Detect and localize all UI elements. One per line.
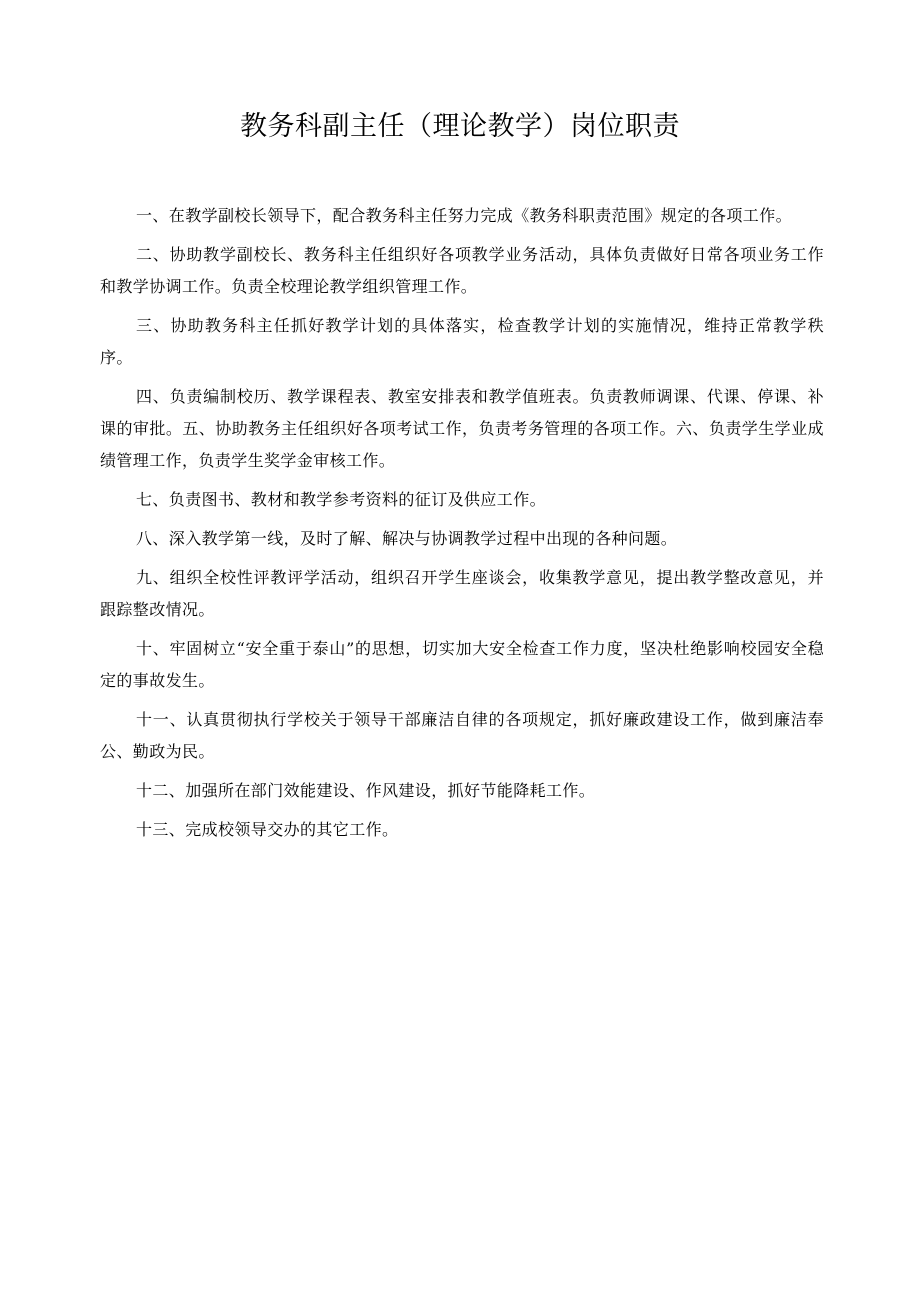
duty-item-2: 二、协助教学副校长、教务科主任组织好各项教学业务活动，具体负责做好日常各项业务工作和教学协调工作。负责全校理论教学组织管理工作。 (100, 245, 824, 296)
duty-item-4-6: 四、负责编制校历、教学课程表、教室安排表和教学值班表。负责教师调课、代课、停课、补课的审批。五、协助教务主任组织好各项考试工作，负责考务管理的各项工作。六、负责学生学业成绩管理工作，负责学生奖学金审核工作。 (100, 387, 824, 470)
document-title: 教务科副主任（理论教学）岗位职责 (240, 111, 680, 142)
duty-item-1: 一、在教学副校长领导下，配合教务科主任努力完成《教务科职责范围》规定的各项工作。 (136, 206, 793, 225)
duty-item-9: 九、组织全校性评教评学活动，组织召开学生座谈会，收集教学意见，提出教学整改意见，并跟踪整改情况。 (100, 568, 824, 619)
duty-item-7: 七、负责图书、教材和教学参考资料的征订及供应工作。 (136, 490, 547, 509)
duty-item-8: 八、深入教学第一线，及时了解、解决与协调教学过程中出现的各种问题。 (136, 529, 678, 548)
duty-item-13: 十三、完成校领导交办的其它工作。 (136, 820, 399, 839)
duty-item-11: 十一、认真贯彻执行学校关于领导干部廉洁自律的各项规定，抓好廉政建设工作，做到廉洁奉公、勤政为民。 (100, 710, 824, 761)
duty-item-10: 十、牢固树立“安全重于泰山”的思想，切实加大安全检查工作力度，坚决杜绝影响校园安全稳定的事故发生。 (100, 639, 824, 690)
duty-item-3: 三、协助教务科主任抓好教学计划的具体落实，检查教学计划的实施情况，维持正常教学秩序。 (100, 316, 824, 367)
document-body (100, 200, 824, 853)
duty-item-12: 十二、加强所在部门效能建设、作风建设，抓好节能降耗工作。 (136, 781, 596, 800)
